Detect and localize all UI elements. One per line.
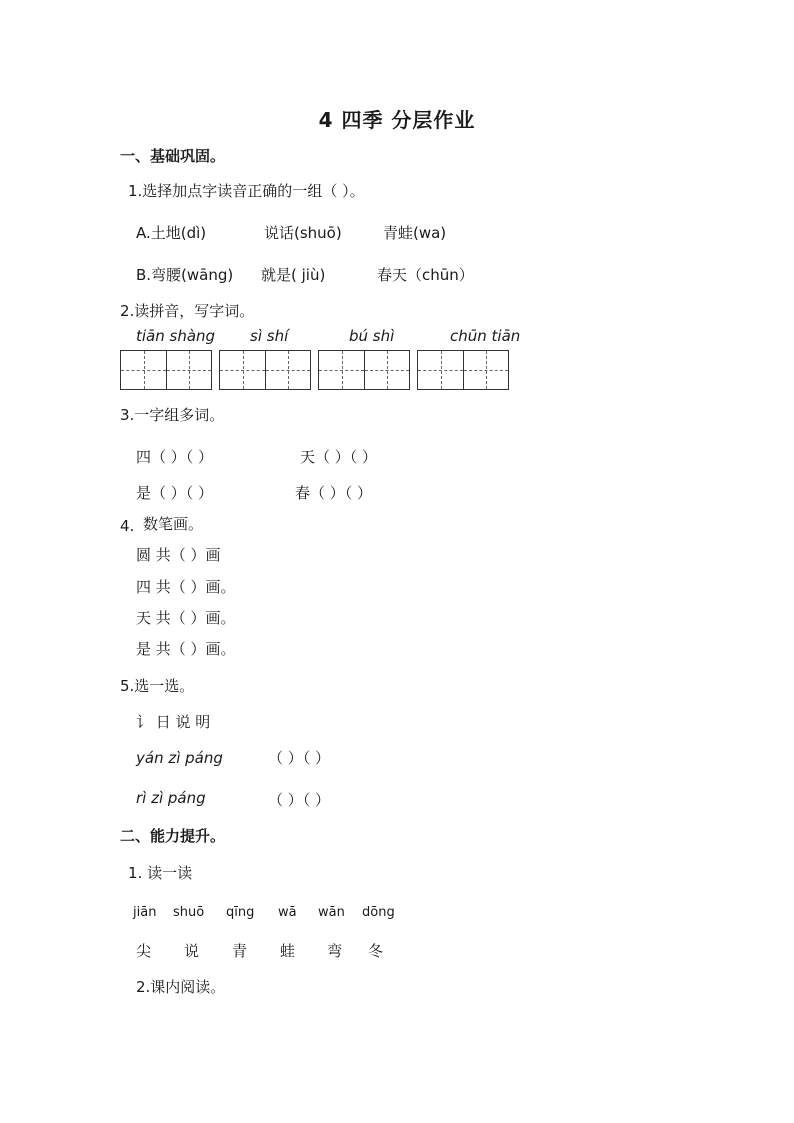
grid-cell[interactable] [121, 351, 166, 389]
question-3-prompt: 3.一字组多词。 [120, 406, 225, 424]
writing-grid-2[interactable] [219, 350, 311, 390]
section-heading-basic: 一、基础巩固。 [120, 147, 226, 165]
option-b-1: B.弯腰(wāng) [136, 266, 234, 284]
reading-pinyin-5: wān [318, 905, 345, 920]
word-group-si: 四（ ）（ ） [136, 448, 214, 466]
reading-pinyin-1: jiān [133, 905, 157, 920]
reading-pinyin-4: wā [278, 905, 297, 920]
reading-char-1: 尖 [136, 942, 152, 960]
radical-label-yan: yán zì páng [136, 749, 223, 767]
radical-label-ri: rì zì páng [136, 789, 206, 807]
reading-pinyin-3: qīng [226, 905, 255, 920]
stroke-count-yuan: 圆 共（ ）画 [136, 546, 221, 564]
reading-char-6: 冬 [368, 942, 384, 960]
stroke-count-si: 四 共（ ）画。 [136, 578, 236, 596]
writing-grid-3[interactable] [318, 350, 410, 390]
grid-cell[interactable] [418, 351, 463, 389]
reading-char-3: 青 [232, 942, 248, 960]
page-title: 4 四季 分层作业 [318, 108, 476, 132]
stroke-count-shi: 是 共（ ）画。 [136, 640, 236, 658]
option-b-3: 春天（chūn） [377, 266, 474, 284]
reading-char-2: 说 [184, 942, 200, 960]
word-group-shi: 是（ ）（ ） [136, 484, 214, 502]
grid-cell[interactable] [166, 351, 211, 389]
option-b-2: 就是( jiù) [261, 266, 326, 284]
section-heading-advanced: 二、能力提升。 [120, 827, 226, 845]
option-a-3: 青蛙(wa) [383, 224, 447, 242]
pinyin-word-1: tiān shàng [136, 327, 216, 345]
pinyin-word-2: sì shí [250, 327, 289, 345]
question-4-number: 4. [120, 517, 135, 535]
option-a-1: A.土地(dì) [136, 224, 207, 242]
question-5-prompt: 5.选一选。 [120, 677, 195, 695]
writing-grid-1[interactable] [120, 350, 212, 390]
radical-blanks-ri: （ ）（ ） [268, 791, 331, 809]
word-group-tian: 天（ ）（ ） [300, 448, 378, 466]
grid-cell[interactable] [265, 351, 310, 389]
word-group-chun: 春（ ）（ ） [295, 484, 373, 502]
question-2-prompt: 2.读拼音，写字词。 [120, 302, 255, 320]
choice-characters: 讠 日 说 明 [136, 713, 211, 731]
question-4-prompt: 数笔画。 [143, 515, 204, 533]
grid-cell[interactable] [220, 351, 265, 389]
stroke-count-tian: 天 共（ ）画。 [136, 609, 236, 627]
grid-cell[interactable] [463, 351, 508, 389]
option-a-2: 说话(shuō) [264, 224, 342, 242]
radical-blanks-yan: （ ）（ ） [268, 749, 331, 767]
reading-pinyin-6: dōng [362, 905, 395, 920]
pinyin-word-3: bú shì [349, 327, 395, 345]
reading-pinyin-2: shuō [173, 905, 205, 920]
in-class-reading-prompt: 2.课内阅读。 [136, 978, 226, 996]
writing-grid-4[interactable] [417, 350, 509, 390]
reading-char-4: 蛙 [280, 942, 296, 960]
reading-char-5: 弯 [327, 942, 343, 960]
question-1-prompt: 1.选择加点字读音正确的一组（ ）。 [128, 182, 365, 200]
grid-cell[interactable] [319, 351, 364, 389]
grid-cell[interactable] [364, 351, 409, 389]
pinyin-word-4: chūn tiān [450, 327, 521, 345]
reading-prompt: 1. 读一读 [128, 864, 193, 882]
